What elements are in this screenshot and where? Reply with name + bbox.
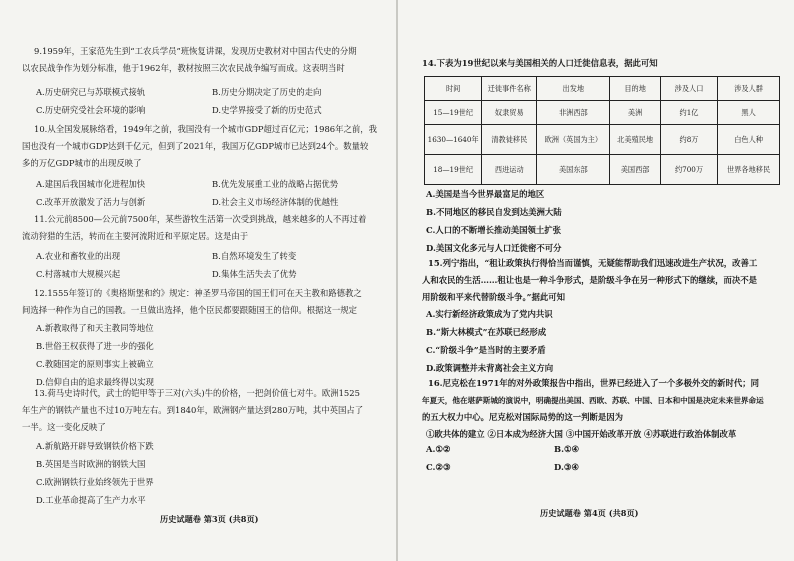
table-cell: 白色人种 bbox=[718, 125, 780, 155]
question-11 bbox=[22, 214, 382, 242]
question-14-stem: 14.下表为19世纪以来与美国相关的人口迁徙信息表，据此可知 bbox=[422, 58, 658, 68]
question-9-option-a[interactable]: A.历史研究已与苏联模式接轨 bbox=[36, 87, 146, 97]
question-16 bbox=[422, 378, 782, 423]
question-12-stem-line: 12.1555年签订的《奥格斯堡和约》规定：神圣罗马帝国的国王们可在天主教和路德教之 bbox=[34, 288, 362, 298]
question-9-option-d[interactable]: D.史学界接受了新的历史范式 bbox=[212, 105, 322, 115]
question-15-stem-line: 15.列宁指出，“租让政策执行得恰当而谨慎，无疑能帮助我们迅速改进生产状况，改善工 bbox=[428, 258, 758, 268]
table-cell: 黑人 bbox=[718, 101, 780, 125]
table-cell: 美洲 bbox=[610, 101, 661, 125]
question-12 bbox=[22, 288, 382, 316]
question-9-stem-line: 9.1959年，王家范先生到“工农兵学员”班恢复讲课，发现历史教材对中国古代史的分期 bbox=[34, 46, 357, 56]
table-cell: 18—19世纪 bbox=[425, 155, 482, 185]
question-15-stem-line: 用阶级和平来代替阶级斗争。”据此可知 bbox=[422, 292, 565, 302]
table-cell: 奴隶贸易 bbox=[482, 101, 537, 125]
question-16-option-c[interactable]: C.②③ bbox=[426, 462, 451, 472]
question-11-option-d[interactable]: D.集体生活失去了优势 bbox=[212, 269, 297, 279]
question-15-option-b[interactable]: B.“斯大林模式”在苏联已经形成 bbox=[426, 327, 547, 337]
question-10-stem-line: 10.从全国发展脉络看，1949年之前，我国没有一个城市GDP超过百亿元；1986年之前，我 bbox=[34, 124, 377, 134]
table-cell: 清教徒移民 bbox=[482, 125, 537, 155]
question-10-option-a[interactable]: A.建国后我国城市化进程加快 bbox=[36, 179, 146, 189]
question-13-option-c[interactable]: C.欧洲钢铁行业始终领先于世界 bbox=[36, 477, 154, 487]
table-header-cell: 涉及人口 bbox=[660, 77, 717, 101]
table-cell: 世界各地移民 bbox=[718, 155, 780, 185]
table-cell: 约8万 bbox=[660, 125, 717, 155]
table-cell: 美国东部 bbox=[537, 155, 610, 185]
question-13-option-d[interactable]: D.工业革命提高了生产力水平 bbox=[36, 495, 146, 505]
question-12-stem-line: 间选择一种作为自己的国教。一旦做出选择，他个臣民都要跟随国王的信仰。根据这一规定 bbox=[22, 305, 357, 315]
question-16-stem-line: 16.尼克松在1971年的对外政策报告中指出，世界已经进入了一个多极外交的新时代；同 bbox=[428, 378, 760, 388]
question-11-option-b[interactable]: B.自然环境发生了转变 bbox=[212, 251, 297, 261]
table-cell: 北美殖民地 bbox=[610, 125, 661, 155]
table-cell: 美国西部 bbox=[610, 155, 661, 185]
table-cell: 1630—1640年 bbox=[425, 125, 482, 155]
question-10-option-b[interactable]: B.优先发展重工业的战略占据优势 bbox=[212, 179, 339, 189]
question-13 bbox=[22, 388, 382, 433]
question-11-option-a[interactable]: A.农业和畜牧业的出现 bbox=[36, 251, 121, 261]
table-cell: 西进运动 bbox=[482, 155, 537, 185]
question-16-option-a[interactable]: A.①② bbox=[426, 444, 451, 454]
table-cell: 欧洲（英国为主） bbox=[537, 125, 610, 155]
table-cell: 约1亿 bbox=[660, 101, 717, 125]
table-header-cell: 迁徙事件名称 bbox=[482, 77, 537, 101]
table-cell: 约700万 bbox=[660, 155, 717, 185]
question-10-stem-line: 多的万亿GDP城市的出现反映了 bbox=[22, 158, 142, 168]
question-14-option-c[interactable]: C.人口的不断增长推动美国领土扩张 bbox=[426, 225, 562, 235]
question-11-stem-line: 11.公元前8500—公元前7500年，某些游牧生活第一次受到挑战，越来越多的人不再过着 bbox=[34, 214, 367, 224]
question-13-option-b[interactable]: B.英国是当时欧洲的钢铁大国 bbox=[36, 459, 146, 469]
question-11-stem-line: 流动狩猎的生活，转而在主要河流附近和平原定居。这是由于 bbox=[22, 231, 249, 241]
table-header-cell: 涉及人群 bbox=[718, 77, 780, 101]
table-header-cell: 目的地 bbox=[610, 77, 661, 101]
question-16-items: ①欧共体的建立 ②日本成为经济大国 ③中国开始改革开放 ④苏联进行政治体制改革 bbox=[426, 429, 737, 439]
question-15-stem-line: 人和农民的生活……租让也是一种斗争形式，是阶级斗争在另一种形式下的继续，而决不是 bbox=[422, 275, 757, 285]
question-15-option-c[interactable]: C.“阶级斗争”是当时的主要矛盾 bbox=[426, 345, 546, 355]
question-10 bbox=[22, 124, 382, 169]
question-16-stem-line: 的五大权力中心。尼克松对国际局势的这一判断是因为 bbox=[422, 412, 623, 422]
page-3-footer: 历史试题卷 第3页 (共8页) bbox=[160, 514, 259, 524]
question-16-option-b[interactable]: B.①④ bbox=[554, 444, 580, 454]
question-16-stem-line: 年夏天，他在堪萨斯城的演说中，明确提出美国、西欧、苏联、中国、日本和中国是决定未来世界命运 bbox=[422, 396, 764, 405]
table-header-cell: 时间 bbox=[425, 77, 482, 101]
page-fold bbox=[396, 0, 398, 561]
migration-table bbox=[424, 76, 780, 185]
question-9 bbox=[22, 46, 382, 74]
question-13-option-a[interactable]: A.新航路开辟导致钢铁价格下跌 bbox=[36, 441, 154, 451]
page-4-footer: 历史试题卷 第4页 (共8页) bbox=[540, 508, 639, 518]
question-14-option-d[interactable]: D.美国文化多元与人口迁徙密不可分 bbox=[426, 243, 562, 253]
question-12-option-b[interactable]: B.世俗王权获得了进一步的强化 bbox=[36, 341, 154, 351]
question-11-option-c[interactable]: C.村落城市大规模兴起 bbox=[36, 269, 121, 279]
question-15-option-a[interactable]: A.实行新经济政策成为了党内共识 bbox=[426, 309, 553, 319]
question-10-option-d[interactable]: D.社会主义市场经济体制的优越性 bbox=[212, 197, 339, 207]
question-13-stem-line: 年生产的钢铁产量也不过10万吨左右。到1840年，欧洲钢产量达到280万吨，其中英国占了 bbox=[22, 405, 364, 415]
question-13-stem-line: 一半。这一变化反映了 bbox=[22, 422, 106, 432]
question-10-option-c[interactable]: C.改革开放激发了活力与创新 bbox=[36, 197, 146, 207]
question-9-option-b[interactable]: B.历史分期决定了历史的走向 bbox=[212, 87, 322, 97]
question-13-stem-line: 13.荷马史诗时代，武士的铠甲等于三对(六头)牛的价格，一把剑价值七对牛。欧洲1525 bbox=[34, 388, 360, 398]
question-14 bbox=[422, 58, 782, 69]
table-cell: 15—19世纪 bbox=[425, 101, 482, 125]
table-cell: 非洲西部 bbox=[537, 101, 610, 125]
question-15-option-d[interactable]: D.政策调整并未背离社会主义方向 bbox=[426, 363, 554, 373]
question-9-stem-line: 以农民战争作为划分标准，他于1962年，教材按照三次农民战争编写而成。这表明当时 bbox=[22, 63, 345, 73]
question-12-option-c[interactable]: C.教随国定的原则事实上被确立 bbox=[36, 359, 154, 369]
question-14-option-a[interactable]: A.美国是当今世界最富足的地区 bbox=[426, 189, 545, 199]
question-12-option-d[interactable]: D.信仰自由的追求最终得以实现 bbox=[36, 377, 154, 387]
table-header-cell: 出发地 bbox=[537, 77, 610, 101]
question-16-option-d[interactable]: D.③④ bbox=[554, 462, 579, 472]
question-12-option-a[interactable]: A.新教取得了和天主教同等地位 bbox=[36, 323, 154, 333]
question-15 bbox=[422, 258, 782, 303]
question-10-stem-line: 国也没有一个城市GDP达到千亿元，但到了2021年，我国万亿GDP城市已达到24个。数量较 bbox=[22, 141, 369, 151]
question-9-option-c[interactable]: C.历史研究受社会环境的影响 bbox=[36, 105, 146, 115]
question-14-option-b[interactable]: B.不同地区的移民自发到达美洲大陆 bbox=[426, 207, 562, 217]
